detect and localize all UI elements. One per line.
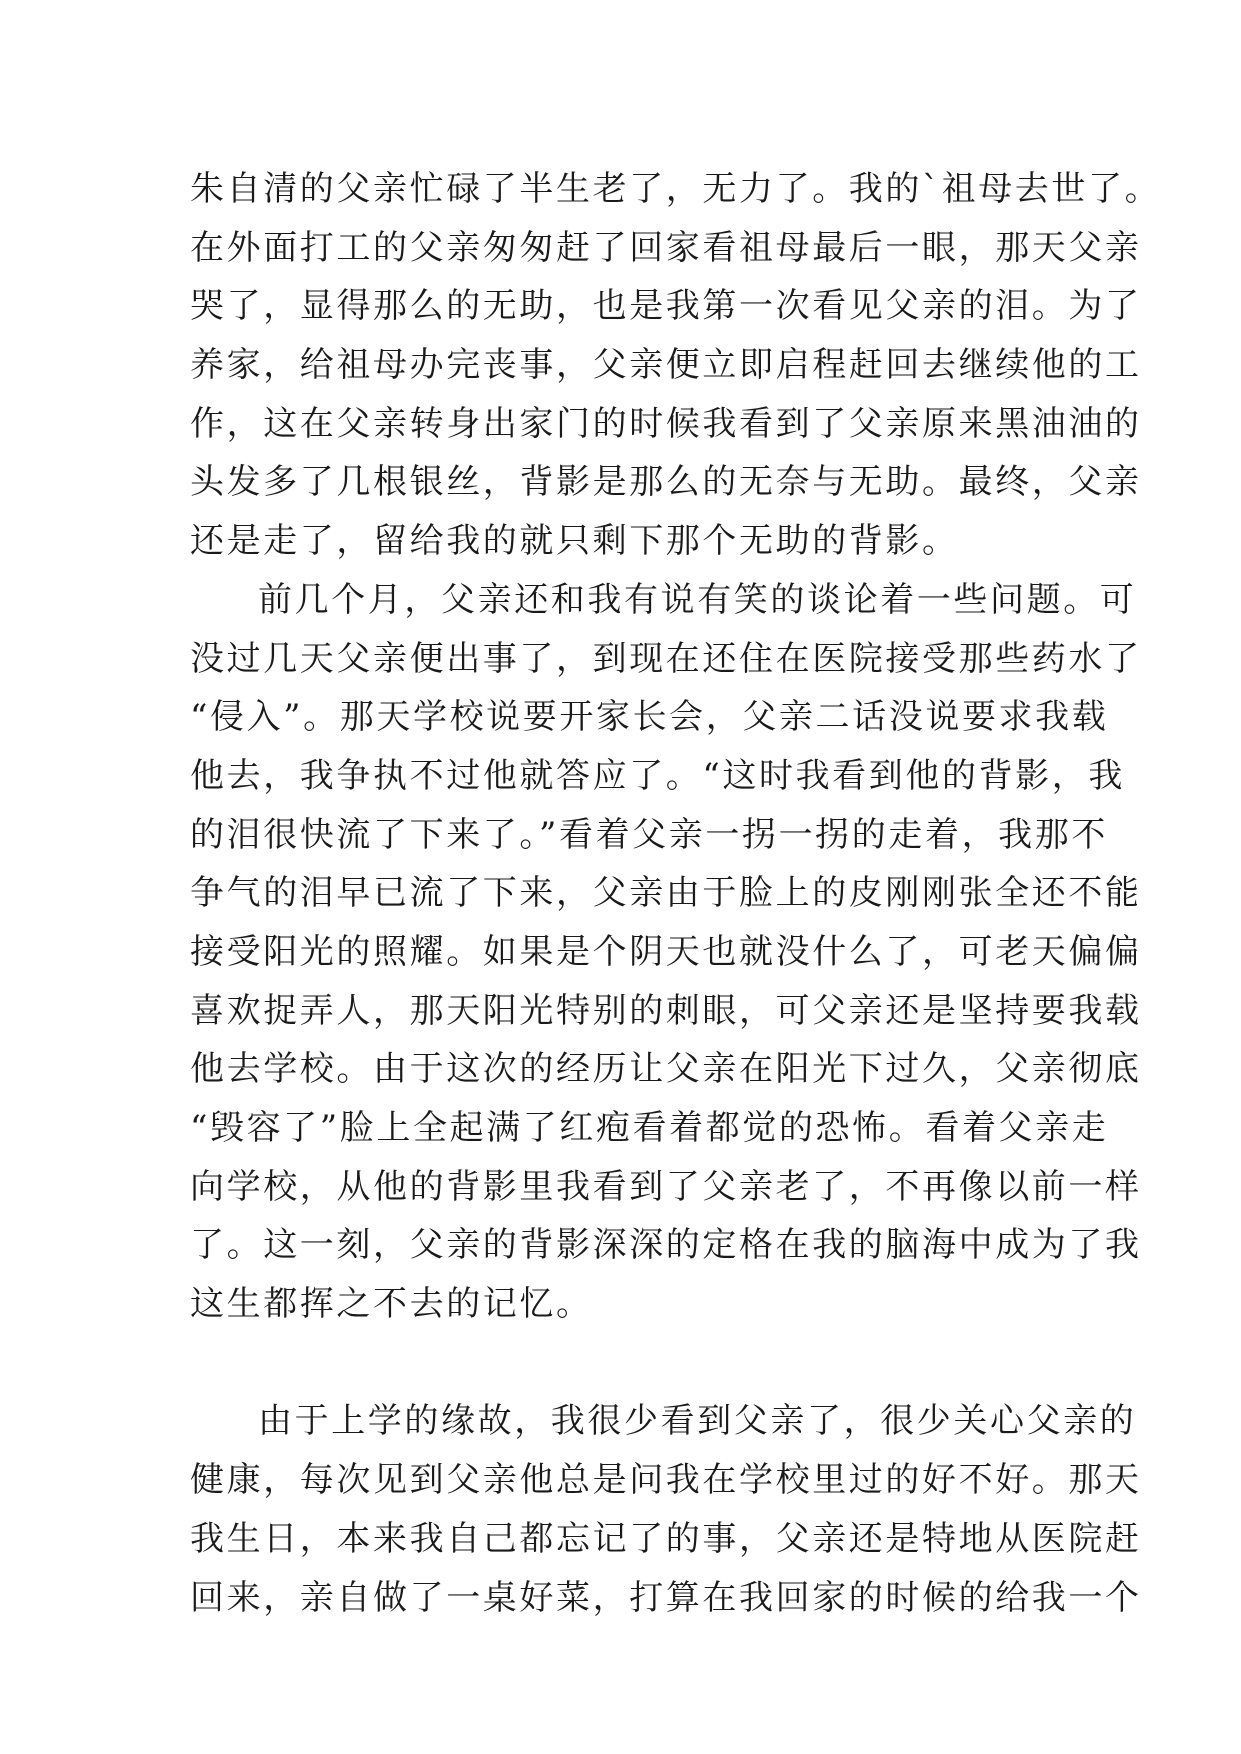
- text-line: 接受阳光的照耀。如果是个阴天也就没什么了，可老天偏偏: [190, 931, 1142, 972]
- text-line: 还是走了，留给我的就只剩下那个无助的背影。: [190, 521, 959, 562]
- text-line: 健康，每次见到父亲他总是问我在学校里过的好不好。那天: [190, 1460, 1142, 1501]
- text-line: 了。这一刻，父亲的背影深深的定格在我的脑海中成为了我: [190, 1225, 1142, 1266]
- text-line: 他去，我争执不过他就答应了。“这时我看到他的背影，我: [190, 755, 1125, 796]
- paragraph-2: [190, 571, 1142, 1393]
- text-line: “毁容了”脸上全起满了红疱看着都觉的恐怖。看着父亲走: [190, 1108, 1109, 1148]
- document-body: [190, 160, 1162, 1627]
- paragraph-1: [190, 160, 1162, 571]
- text-line: 养家，给祖母办完丧事，父亲便立即启程赶回去继续他的工: [190, 345, 1142, 386]
- text-line: 回来，亲自做了一桌好菜，打算在我回家的时候的给我一个: [190, 1577, 1142, 1618]
- text-line: 哭了，显得那么的无助，也是我第一次看见父亲的泪。为了: [190, 286, 1142, 327]
- text-line: 头发多了几根银丝，背影是那么的无奈与无助。最终，父亲: [190, 462, 1142, 503]
- text-line: “侵入”。那天学校说要开家长会，父亲二话没说要求我载: [190, 697, 1109, 738]
- text-line: 前几个月，父亲还和我有说有笑的谈论着一些问题。可: [258, 579, 1137, 620]
- text-line: 在外面打工的父亲匆匆赶了回家看祖母最后一眼，那天父亲: [190, 227, 1142, 268]
- text-line: 向学校，从他的背影里我看到了父亲老了，不再像以前一样: [190, 1166, 1142, 1207]
- text-line: 喜欢捉弄人，那天阳光特别的刺眼，可父亲还是坚持要我载: [190, 990, 1142, 1031]
- paragraph-3: [190, 1392, 1142, 1627]
- text-line: 作，这在父亲转身出家门的时候我看到了父亲原来黑油油的: [190, 403, 1142, 444]
- text-line: 朱自清的父亲忙碌了半生老了，无力了。我的`祖母去世了。: [190, 169, 1162, 209]
- text-line: 的泪很快流了下来了。”看着父亲一拐一拐的走着，我那不: [190, 814, 1108, 855]
- text-line: 没过几天父亲便出事了，到现在还住在医院接受那些药水了: [190, 638, 1142, 679]
- text-line: [190, 1334, 1070, 1393]
- text-line: 这生都挥之不去的记忆。: [190, 1284, 593, 1325]
- text-line: 我生日，本来我自己都忘记了的事，父亲还是特地从医院赶: [190, 1518, 1142, 1559]
- text-line: 由于上学的缘故，我很少看到父亲了，很少关心父亲的: [258, 1401, 1137, 1442]
- text-line: 争气的泪早已流了下来，父亲由于脸上的皮刚刚张全还不能: [190, 873, 1142, 914]
- text-line: 他去学校。由于这次的经历让父亲在阳光下过久，父亲彻底: [190, 1049, 1142, 1090]
